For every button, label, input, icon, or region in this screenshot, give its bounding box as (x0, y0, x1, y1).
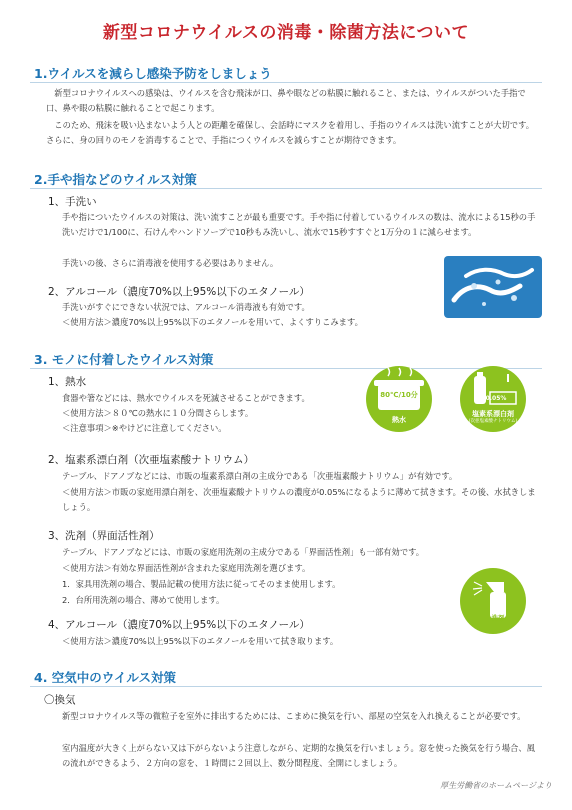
alcohol-hand-paragraph-2: ＜使用方法＞濃度70%以上95%以下のエタノールを用いて、よくすりこみます。 (62, 317, 363, 327)
bleach-icon-label: 塩素系漂白剤 (472, 410, 514, 418)
hot-water-icon (366, 366, 432, 432)
ventilation-paragraph-1: 新型コロナウイルス等の微粒子を室外に排出するためには、こまめに換気を行い、部屋の空気を入れ換えることが必要です。 (62, 711, 526, 721)
bleach-paragraph-2: ＜使用方法＞市販の家庭用漂白剤を、次亜塩素酸ナトリウムの濃度が0.05%になるように薄めて拭きます。その後、水拭きしましょう。 (62, 487, 536, 512)
section-1-divider (30, 82, 542, 83)
section-1-heading: 1.ウイルスを減らし感染予防をしましょう (34, 66, 272, 81)
section-3-heading: 3. モノに付着したウイルス対策 (34, 352, 214, 367)
hot-water-paragraph-2: ＜使用方法＞８０℃の熱水に１０分間さらします。 (62, 408, 254, 418)
alcohol-hand-title: 2、アルコール（濃度70%以上95%以下のエタノール） (48, 286, 310, 298)
hot-water-title: 1、熱水 (48, 376, 87, 388)
detergent-title: 3、洗剤（界面活性剤） (48, 530, 160, 542)
alcohol-surface-title: 4、アルコール（濃度70%以上95%以下のエタノール） (48, 619, 310, 631)
bleach-paragraph-1: テーブル、ドアノブなどには、市販の塩素系漂白剤の主成分である「次亜塩素酸ナトリウム」が有効です。 (62, 471, 458, 481)
hot-water-paragraph-1: 食器や箸などには、熱水でウイルスを死滅させることができます。 (62, 393, 310, 403)
detergent-icon-label: 洗剤 (491, 614, 505, 622)
alcohol-hand-paragraph-1: 手洗いがすぐにできない状況では、アルコール消毒液も有効です。 (62, 302, 310, 312)
section-2-divider (30, 188, 542, 189)
bleach-icon (460, 366, 526, 432)
section-4-heading: 4. 空気中のウイルス対策 (34, 670, 177, 685)
source-footer: 厚生労働省のホームページより (440, 781, 552, 790)
page-title: 新型コロナウイルスの消毒・除菌方法について (102, 23, 470, 43)
hot-water-temp-text: 80℃/10分 (380, 391, 418, 399)
bleach-concentration-text: 0.05% (485, 395, 507, 402)
hot-water-paragraph-3: ＜注意事項＞※やけどに注意してください。 (62, 423, 227, 433)
detergent-paragraph-3: 1．家具用洗剤の場合、製品記載の使用方法に従ってそのまま使用します。 (62, 579, 341, 589)
ventilation-title: 〇換気 (44, 694, 76, 706)
handwash-paragraph-1: 手や指についたウイルスの対策は、洗い流すことが最も重要です。手や指に付着しているウイルスの数は、流水による15秒の手洗いだけで1/100に、石けんやハンドソープで10秒もみ洗いし、流水で15秒すすぐと1万分の１に減らせます。 (62, 212, 536, 237)
bleach-title: 2、塩素系漂白剤（次亜塩素酸ナトリウム） (48, 454, 255, 466)
section-4-divider (30, 686, 542, 687)
bleach-icon-sublabel: (次亜塩素酸ナトリウム) (468, 419, 518, 424)
ventilation-paragraph-2: 室内温度が大きく上がらない又は下がらないよう注意しながら、定期的な換気を行いましょう。窓を使った換気を行う場合、風の流れができるよう、２方向の窓を、１時間に２回以上、数分間程度、全開にしましょう。 (62, 743, 535, 768)
alcohol-surface-paragraph-1: ＜使用方法＞濃度70%以上95%以下のエタノールを用いて拭き取ります。 (62, 636, 339, 646)
handwash-title: 1、手洗い (48, 196, 97, 208)
hot-water-icon-label: 熱水 (392, 416, 406, 424)
section-1-paragraph-2: このため、飛沫を吸い込まないよう人との距離を確保し、会話時にマスクを着用し、手指のウイルスは洗い流すことが大切です。さらに、身の回りのモノを消毒することで、手指につくウイルスを減らすことが期待できます。 (46, 120, 535, 145)
detergent-paragraph-1: テーブル、ドアノブなどには、市販の家庭用洗剤の主成分である「界面活性剤」も一部有効です。 (62, 547, 425, 557)
detergent-spray-icon (460, 568, 526, 634)
section-2-heading: 2.手や指などのウイルス対策 (34, 172, 197, 187)
detergent-paragraph-4: 2．台所用洗剤の場合、薄めて使用します。 (62, 595, 225, 605)
handwash-paragraph-2: 手洗いの後、さらに消毒液を使用する必要はありません。 (62, 258, 279, 268)
section-1-paragraph-1: 新型コロナウイルスへの感染は、ウイルスを含む飛沫が口、鼻や眼などの粘膜に触れること、または、ウイルスがついた手指で口、鼻や眼の粘膜に触れることで起こります。 (46, 88, 526, 113)
detergent-paragraph-2: ＜使用方法＞有効な界面活性剤が含まれた家庭用洗剤を選びます。 (62, 563, 311, 573)
